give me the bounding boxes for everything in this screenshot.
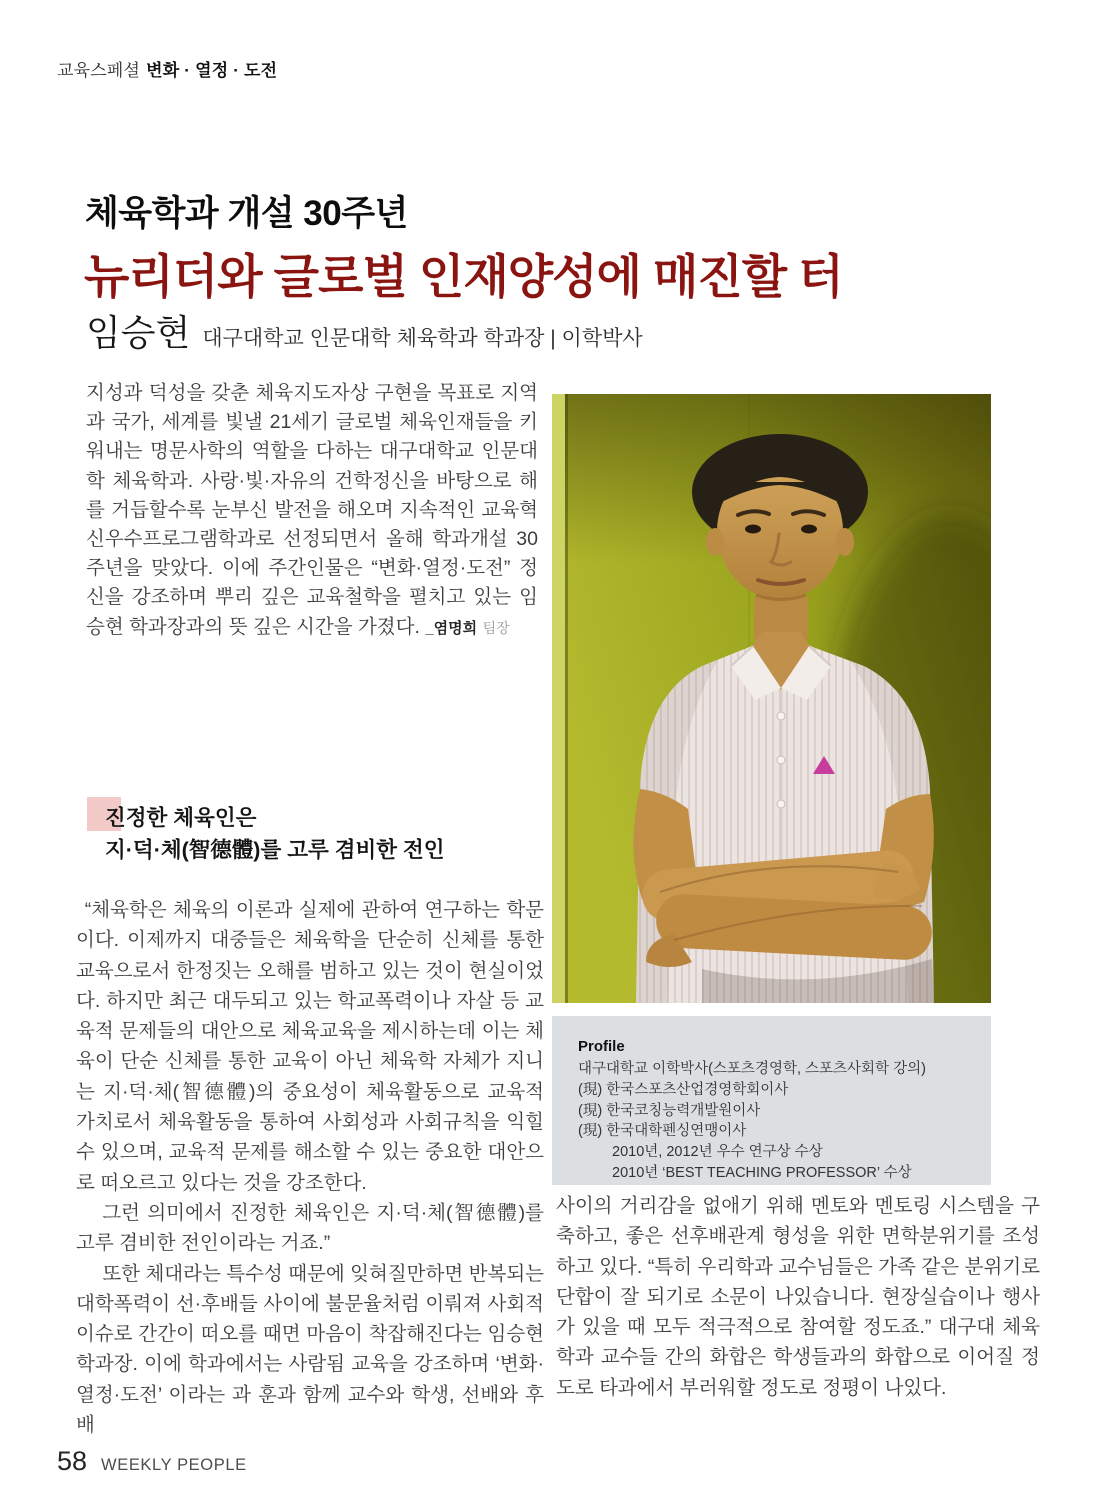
reporter-title: 팀장 — [482, 619, 510, 636]
intro-paragraph — [86, 379, 538, 643]
byline — [86, 305, 643, 356]
profile-line: (現) 한국코칭능력개발원이사 — [578, 1102, 761, 1119]
author-role: 대구대학교 인문대학 체육학과 학과장 | 이학박사 — [202, 327, 643, 350]
profile-line: (現) 한국대학펜싱연맹이사 — [578, 1123, 747, 1140]
eyebrow-label: 교육스페셜 — [57, 61, 141, 80]
profile-line: (現) 한국스포츠산업경영학회이사 — [578, 1081, 789, 1098]
profile-box — [552, 1016, 991, 1185]
body-column-left — [76, 895, 544, 1440]
portrait-photo — [552, 394, 991, 1003]
profile-line: 대구대학교 이학박사(스포츠경영학, 스포츠사회학 강의) — [578, 1061, 926, 1077]
page-number: 58 — [57, 1446, 88, 1476]
shirt-button — [777, 756, 785, 764]
profile-line: 2010년, 2012년 우수 연구상 수상 — [612, 1144, 823, 1161]
section-heading-line2: 지·덕·체(智德體)를 고루 겸비한 전인 — [105, 838, 445, 862]
section-heading — [105, 802, 445, 866]
section-heading-line1: 진정한 체육인은 — [105, 806, 257, 830]
eyebrow-slogan: 변화 · 열정 · 도전 — [146, 61, 278, 80]
magazine-name: WEEKLY PEOPLE — [101, 1456, 247, 1474]
section-eyebrow — [57, 56, 277, 81]
page-footer — [57, 1446, 247, 1477]
eye — [745, 525, 761, 534]
portrait-illustration — [552, 394, 991, 1003]
profile-title: Profile — [578, 1038, 625, 1055]
shirt-button — [777, 800, 785, 808]
reporter-name: _염명희 — [425, 619, 478, 637]
eye — [801, 525, 817, 534]
profile-line: 2010년 ‘BEST TEACHING PROFESSOR’ 수상 — [612, 1164, 912, 1181]
article-kicker: 체육학과 개설 30주년 — [85, 194, 408, 233]
shirt-button — [777, 712, 785, 720]
body-paragraph: 또한 체대라는 특수성 때문에 잊혀질만하면 반복되는 대학폭력이 선·후배들 사이에 불문율처럼 이뤄져 사회적 이슈로 간간이 떠오를 때면 마음이 착잡해진다는 임승현 학과장. 이에 학과에서는 사람됨 교육을 강조하며 ‘변화·열정·도전’ 이라는 과 훈과 함께 교수와 학생, 선배와 후배 — [76, 1262, 544, 1437]
article-headline: 뉴리더와 글로벌 인재양성에 매진할 터 — [84, 250, 843, 303]
body-paragraph: “체육학은 체육의 이론과 실제에 관하여 연구하는 학문이다. 이제까지 대중들은 체육학을 단순히 신체를 통한 교육으로서 한정짓는 오해를 범하고 있는 것이 현실이었다. 하지만 최근 대두되고 있는 학교폭력이나 자살 등 교육적 문제들의 대안으로 체육교육을 제시하는데 이는 체육이 단순 신체를 통한 교육이 아닌 체육학 자체가 지니는 지·덕·체(智德體)의 중요성이 체육활동으로 교육적 가치로서 체육활동을 통하여 사회성과 사회규칙을 익힐 수 있으며, 교육적 문제를 해소할 수 있는 중요한 대안으로 떠오르고 있다는 것을 강조한다. — [76, 899, 544, 1194]
body-paragraph: 그런 의미에서 진정한 체육인은 지·덕·체(智德體)를 고루 겸비한 전인이라는 거죠.” — [76, 1201, 544, 1255]
author-name: 임승현 — [86, 312, 191, 353]
body-paragraph: 사이의 거리감을 없애기 위해 멘토와 멘토링 시스템을 구축하고, 좋은 선후배관계 형성을 위한 면학분위기를 조성하고 있다. “특히 우리학과 교수님들은 가족 같은 분위기로 단합이 잘 되기로 소문이 나있습니다. 현장실습이나 행사가 있을 때 모두 적극적으로 참여할 정도죠.” 대구대 체육학과 교수들 간의 화합은 학생들과의 화합으로 이어질 정도로 타과에서 부러워할 정도로 정평이 나있다. — [556, 1195, 1040, 1399]
body-column-right — [556, 1191, 1040, 1403]
intro-text: 지성과 덕성을 갖춘 체육지도자상 구현을 목표로 지역과 국가, 세계를 빛낼 21세기 글로벌 체육인재들을 키워내는 명문사학의 역할을 다하는 대구대학교 인문대학 체육학과. 사랑·빛·자유의 건학정신을 바탕으로 해를 거듭할수록 눈부신 발전을 해오며 지속적인 교육혁신우수프로그램학과로 선정되면서 올해 학과개설 30주년을 맞았다. 이에 주간인물은 “변화·열정·도전” 정신을 강조하며 뿌리 깊은 교육철학을 펼치고 있는 임승현 학과장과의 뜻 깊은 시간을 가졌다. — [86, 382, 538, 638]
